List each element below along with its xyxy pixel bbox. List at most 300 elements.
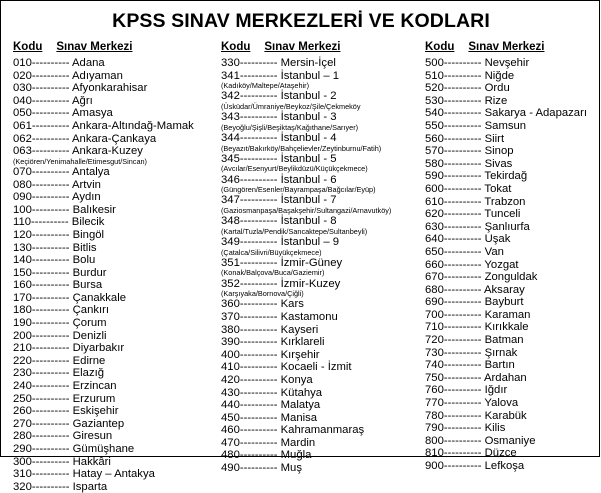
center-entry [13,120,213,133]
district-note: (Keçiören/Yenimahalle/Etimesgut/Sincan) [13,156,147,166]
leader-dashes: ---------- [31,132,72,145]
leader-dashes: ---------- [443,220,485,233]
center-entry [425,460,595,473]
center-code: 760 [425,384,444,397]
leader-dashes: ---------- [31,380,73,393]
district-note: (Beyazıt/Bakırköy/Bahçelievler/Zeytinburnu/Fatih) [221,143,382,153]
leader-dashes: ---------- [31,443,73,456]
center-code: 320 [13,480,32,493]
center-name: Sakarya - Adapazarı [484,107,587,120]
center-entry [425,95,595,108]
center-name: Denizli [72,329,107,342]
center-entry [13,430,213,443]
leader-dashes: ---------- [239,336,281,349]
center-code: 050 [13,107,32,120]
center-name: Aksaray [484,283,525,296]
center-entry [425,170,595,183]
center-entry [425,233,595,246]
leader-dashes: ---------- [31,367,73,380]
center-code: 450 [221,411,240,424]
center-code: 349 [221,235,240,248]
center-name: Kütahya [280,386,323,399]
leader-dashes: ---------- [31,468,73,481]
leader-dashes: ---------- [443,233,485,246]
center-name: Ankara-Altındağ-Mamak [72,119,194,132]
center-name: Kırşehir [280,348,320,361]
leader-dashes: ---------- [443,182,485,195]
center-code: 342 [221,90,240,103]
leader-dashes: ---------- [443,460,485,472]
center-name: Kırklareli [280,336,325,349]
center-code: 150 [13,266,32,279]
center-entry [13,468,213,481]
center-entry [425,107,595,120]
center-name: Bingöl [72,228,105,241]
center-code: 230 [13,367,32,380]
center-code: 290 [13,443,32,456]
center-column-2 [221,41,426,475]
center-code: 740 [425,359,444,372]
center-entry [425,397,595,410]
center-name: İstanbul – 1 [280,69,340,82]
center-entry [13,82,213,95]
center-entry [13,216,213,229]
center-name: Şırnak [484,346,518,359]
center-entry [425,347,595,360]
center-entry [13,279,213,292]
center-entry [13,70,213,83]
leader-dashes: ---------- [31,455,73,468]
leader-dashes: ---------- [443,57,485,69]
center-code: 170 [13,291,32,304]
center-entry [221,298,426,311]
center-name: Bitlis [72,241,97,254]
center-code: 480 [221,449,240,462]
center-code: 090 [13,191,32,204]
center-code: 520 [425,82,444,95]
leader-dashes: ---------- [443,157,485,170]
leader-dashes: ---------- [31,405,73,418]
center-entry [13,418,213,431]
leader-dashes: ---------- [31,480,73,493]
leader-dashes: ---------- [31,342,73,355]
center-name: Siirt [484,132,505,145]
center-code: 220 [13,354,32,367]
center-name: Erzincan [72,380,117,393]
center-name: Yalova [484,397,519,410]
center-entry [13,405,213,418]
center-code: 200 [13,329,32,342]
center-entry [13,393,213,406]
leader-dashes: ---------- [31,191,72,204]
center-name: Kilis [484,422,506,435]
center-name: İstanbul - 7 [280,194,337,207]
center-code: 300 [13,455,32,468]
leader-dashes: ---------- [443,69,485,82]
leader-dashes: ---------- [239,57,281,69]
center-code: 040 [13,94,32,107]
district-note: (Gaziosmanpaşa/Başakşehir/Sultangazi/Arnavutköy) [221,205,392,215]
center-name: Düzce [484,447,517,460]
center-name: Erzurum [72,392,116,405]
code-header: Kodu [425,41,455,53]
leader-dashes: ---------- [239,373,281,386]
center-code: 070 [13,165,32,178]
center-name: İstanbul - 4 [280,131,337,144]
leader-dashes: ---------- [239,449,281,462]
leader-dashes: ---------- [443,371,484,384]
center-code: 061 [13,119,32,132]
center-name: Kocaeli - İzmit [280,361,352,374]
leader-dashes: ---------- [239,256,281,269]
center-name: Nevşehir [484,57,530,69]
leader-dashes: ---------- [239,361,281,374]
center-name: Mardin [280,436,316,449]
district-note: (Üsküdar/Ümraniye/Beykoz/Şile/Çekmeköy [221,101,361,111]
center-code: 240 [13,380,32,393]
center-entry [221,462,426,475]
center-code: 500 [425,57,444,69]
center-code: 348 [221,215,240,228]
district-note: (Kartal/Tuzla/Pendik/Sancaktepe/Sultanbeyli) [221,226,368,236]
center-name: Antalya [72,165,110,178]
leader-dashes: ---------- [239,235,281,248]
leader-dashes: ---------- [239,69,281,82]
center-entry [425,334,595,347]
center-name: Konya [280,373,313,386]
center-name: İstanbul - 6 [280,173,337,186]
leader-dashes: ---------- [31,317,73,330]
leader-dashes: ---------- [443,308,485,321]
center-name: Bolu [72,254,96,267]
center-code: 180 [13,304,32,317]
center-code: 670 [425,271,444,284]
center-code: 710 [425,321,444,334]
center-name: Adıyaman [72,69,123,82]
center-code: 280 [13,430,32,443]
leader-dashes: ---------- [443,258,485,271]
center-name: İstanbul - 5 [280,152,337,165]
leader-dashes: ---------- [31,266,73,279]
center-name: Batman [484,334,524,347]
center-entry [13,481,213,493]
center-code: 730 [425,346,444,359]
center-code: 460 [221,424,240,437]
center-code: 620 [425,208,444,221]
leader-dashes: ---------- [31,165,72,178]
center-name: Uşak [484,233,511,246]
code-header: Kodu [13,41,43,53]
center-code: 800 [425,434,444,447]
center-entry [13,456,213,469]
center-name: Ankara-Kuzey [72,145,143,158]
center-header: Sınav Merkezi [468,41,545,53]
leader-dashes: ---------- [31,94,72,107]
center-code: 360 [221,298,240,311]
center-name: Ardahan [484,371,527,384]
center-entry [13,254,213,267]
center-entry [221,424,426,437]
center-name: Muğla [280,449,312,462]
center-entry [425,296,595,309]
center-entry [13,133,213,146]
leader-dashes: ---------- [239,298,281,311]
leader-dashes: ---------- [443,321,485,334]
center-name: Eskişehir [72,405,119,418]
center-code: 343 [221,111,240,124]
leader-dashes: ---------- [31,228,73,241]
center-entry [221,324,426,337]
center-entry [425,447,595,460]
center-name: Lefkoşa [484,460,525,472]
center-code: 900 [425,460,444,472]
leader-dashes: ---------- [31,216,72,229]
center-name: İzmir-Kuzey [280,277,341,290]
center-code: 630 [425,220,444,233]
leader-dashes: ---------- [443,422,485,435]
center-code: 810 [425,447,444,460]
center-name: Mersin-İçel [280,57,336,69]
leader-dashes: ---------- [239,348,281,361]
leader-dashes: ---------- [239,411,281,424]
leader-dashes: ---------- [443,145,485,158]
column-header [13,41,213,57]
center-code: 680 [425,283,444,296]
center-column-3 [425,41,595,473]
center-code: 062 [13,132,32,145]
center-code: 380 [221,323,240,336]
center-code: 080 [13,178,32,191]
center-code: 341 [221,69,240,82]
center-entry [425,208,595,221]
leader-dashes: ---------- [239,277,281,290]
district-note: (Güngören/Esenler/Bayrampaşa/Bağcılar/Eyüp) [221,185,376,195]
center-code: 190 [13,317,32,330]
center-entry [425,221,595,234]
center-code: 140 [13,254,32,267]
center-name: Karabük [484,409,527,422]
center-code: 580 [425,157,444,170]
center-entry [13,367,213,380]
center-code: 560 [425,132,444,145]
district-note: (Beyoğlu/Şişli/Beşiktaş/Kağıthane/Sarıyer) [221,122,359,132]
center-name: Kars [280,298,304,311]
center-name: Muş [280,462,302,475]
leader-dashes: ---------- [31,291,73,304]
center-name: Edirne [72,354,106,367]
leader-dashes: ---------- [239,194,281,207]
center-entry [425,57,595,70]
center-name: Elazığ [72,367,105,380]
center-name: Gaziantep [72,417,125,430]
center-entry [13,166,213,179]
leader-dashes: ---------- [239,111,281,124]
center-entry [13,267,213,280]
leader-dashes: ---------- [31,241,73,254]
leader-dashes: ---------- [31,119,72,132]
center-name: Çanakkale [72,291,127,304]
leader-dashes: ---------- [239,436,281,449]
leader-dashes: ---------- [239,462,281,475]
center-entry [13,380,213,393]
center-code: 344 [221,131,240,144]
center-code: 650 [425,245,444,258]
center-list [221,57,426,475]
leader-dashes: ---------- [443,283,484,296]
center-entry [221,374,426,387]
center-code: 352 [221,277,240,290]
center-entry [13,242,213,255]
center-entry [425,321,595,334]
center-entry [425,284,595,297]
center-code: 430 [221,386,240,399]
center-entry [425,384,595,397]
center-code: 346 [221,173,240,186]
center-code: 550 [425,119,444,132]
center-name: Amasya [72,107,113,120]
leader-dashes: ---------- [239,386,281,399]
leader-dashes: ---------- [443,132,485,145]
center-entry [425,120,595,133]
center-entry [221,311,426,324]
leader-dashes: ---------- [31,178,72,191]
center-name: Tekirdağ [484,170,528,183]
leader-dashes: ---------- [31,107,72,120]
center-entry [13,443,213,456]
center-entry [425,372,595,385]
leader-dashes: ---------- [239,424,281,437]
leader-dashes: ---------- [443,245,485,258]
center-list [13,57,213,493]
center-code: 063 [13,145,32,158]
center-code: 690 [425,296,444,309]
center-entry [13,304,213,317]
district-note: (Çatalca/Silivri/Büyükçekmece) [221,247,322,257]
center-header: Sınav Merkezi [264,41,341,53]
center-name: Trabzon [484,195,526,208]
center-entry [13,342,213,355]
leader-dashes: ---------- [443,447,485,460]
leader-dashes: ---------- [443,82,485,95]
center-entry [425,422,595,435]
code-header: Kodu [221,41,251,53]
leader-dashes: ---------- [443,271,485,284]
center-name: Niğde [484,69,515,82]
center-entry [13,204,213,217]
leader-dashes: ---------- [443,346,485,359]
center-entry [425,196,595,209]
center-code: 540 [425,107,444,120]
leader-dashes: ---------- [443,119,485,132]
center-entry [13,229,213,242]
center-name: Van [484,245,504,258]
center-name: Sinop [484,145,514,158]
leader-dashes: ---------- [31,145,72,158]
center-entry [425,435,595,448]
leader-dashes: ---------- [239,215,281,228]
center-name: Giresun [72,430,113,443]
center-name: Yozgat [484,258,519,271]
center-name: Bursa [72,279,103,292]
center-name: Aydın [72,191,101,204]
leader-dashes: ---------- [443,208,485,221]
center-entry [13,317,213,330]
leader-dashes: ---------- [443,94,485,107]
center-name: Burdur [72,266,107,279]
center-code: 330 [221,57,240,69]
center-name: Ordu [484,82,510,95]
leader-dashes: ---------- [239,323,281,336]
center-code: 351 [221,256,240,269]
leader-dashes: ---------- [443,434,485,447]
center-entry [425,246,595,259]
center-entry [425,271,595,284]
center-name: Adana [72,57,105,69]
center-name: Samsun [484,119,527,132]
column-header [221,41,426,57]
center-code: 470 [221,436,240,449]
center-name: İstanbul - 8 [280,215,337,228]
center-name: Bilecik [71,216,105,229]
leader-dashes: ---------- [443,359,485,372]
center-code: 490 [221,462,240,475]
leader-dashes: ---------- [239,399,281,412]
center-name: Zonguldak [484,271,538,284]
center-code: 660 [425,258,444,271]
leader-dashes: ---------- [31,69,72,82]
leader-dashes: ---------- [239,90,281,103]
center-name: Iğdır [484,384,508,397]
column-header [425,41,595,57]
center-code: 345 [221,152,240,165]
center-code: 420 [221,373,240,386]
leader-dashes: ---------- [31,430,73,443]
center-code: 770 [425,397,444,410]
leader-dashes: ---------- [443,409,485,422]
center-name: Rize [484,94,508,107]
leader-dashes: ---------- [31,82,72,95]
center-code: 610 [425,195,444,208]
center-list [425,57,595,473]
leader-dashes: ---------- [31,254,73,267]
leader-dashes: ---------- [31,279,73,292]
center-name: Sivas [484,157,513,170]
center-entry [221,449,426,462]
leader-dashes: ---------- [31,417,73,430]
center-name: Hakkâri [72,455,111,468]
center-name: Manisa [280,411,318,424]
center-entry [425,158,595,171]
center-name: Ağrı [72,94,93,107]
leader-dashes: ---------- [443,397,485,410]
center-code: 347 [221,194,240,207]
center-entry [13,330,213,343]
center-code: 160 [13,279,32,292]
leader-dashes: ---------- [31,392,73,405]
center-code: 110 [13,216,32,229]
center-name: Gümüşhane [72,443,135,456]
center-name: Osmaniye [484,434,536,447]
center-name: Kırıkkale [484,321,529,334]
center-code: 310 [13,468,32,481]
leader-dashes: ---------- [31,304,73,317]
center-name: Tunceli [484,208,521,221]
center-name: İstanbul - 2 [280,90,337,103]
center-entry [425,145,595,158]
center-name: Tokat [484,182,512,195]
center-name: Bayburt [484,296,524,309]
district-note: (Avcılar/Esenyurt/Beylikdüzü/Küçükçekmece) [221,164,368,174]
